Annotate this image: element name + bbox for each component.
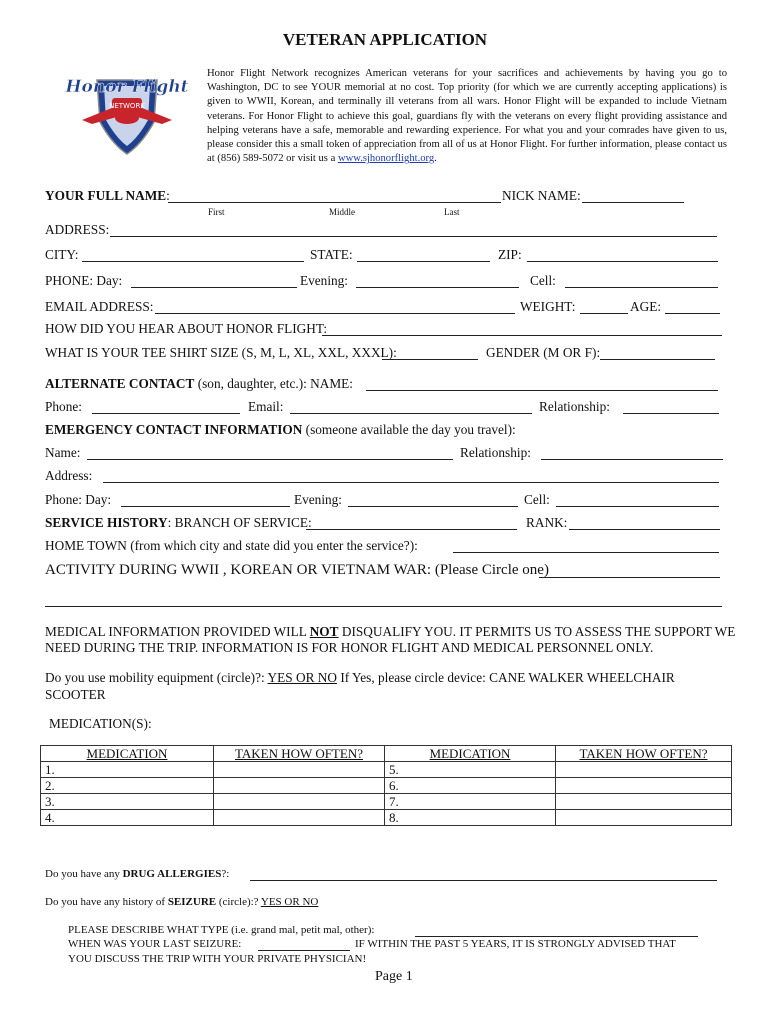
nick-name-label: NICK NAME: <box>502 188 581 203</box>
cell-label: Cell: <box>530 273 556 288</box>
em-name-field[interactable] <box>87 459 453 460</box>
gender-label: GENDER (M OR F): <box>486 345 601 360</box>
seizure-type-label: PLEASE DESCRIBE WHAT TYPE (i.e. grand mal, petit mal, other): <box>68 924 375 936</box>
alt-email-label: Email: <box>248 399 284 414</box>
age-label: AGE: <box>630 299 662 314</box>
intro-paragraph: Honor Flight Network recognizes American veterans for your sacrifices and achievements by having you go to Washington, DC to see YOUR memorial at no cost. Top priority (for which we are currently accepting applications) is given to WWII, Korean, and terminally ill veterans from all wars. Honor Flight will be expanded to include Vietnam veterans. For Honor Flight to achieve this goal, guardians fly with the veterans on every flight providing assistance and helping veterans have a safe, memorable and rewarding experience. For what you and your comrades have given to us, please consider this a small token of appreciation from all of us at Honor Flight. For further information, please contact us at (856) 589-5072 or visit us a www.sjhonorflight.org. <box>207 68 727 165</box>
col-how-often-2: TAKEN HOW OFTEN? <box>556 746 732 762</box>
email-label: EMAIL ADDRESS: <box>45 299 154 314</box>
rank-field[interactable] <box>569 529 720 530</box>
col-medication: MEDICATION <box>41 746 214 762</box>
medical-notice-line2: NEED DURING THE TRIP. INFORMATION IS FOR HONOR FLIGHT AND MEDICAL PERSONNEL ONLY. <box>45 640 654 655</box>
state-label: STATE: <box>310 247 353 262</box>
alternate-contact-label: ALTERNATE CONTACT (son, daughter, etc.): NAME: <box>45 376 353 391</box>
evening-field[interactable] <box>356 287 519 288</box>
page-title: VETERAN APPLICATION <box>282 30 488 49</box>
col-how-often: TAKEN HOW OFTEN? <box>214 746 385 762</box>
em-evening-label: Evening: <box>294 492 343 507</box>
hometown-field[interactable] <box>453 552 719 553</box>
address-label: ADDRESS: <box>45 222 110 237</box>
gender-field[interactable] <box>600 359 715 360</box>
hometown-label: HOME TOWN (from which city and state did you enter the service?): <box>45 538 418 553</box>
address-field[interactable] <box>110 236 717 237</box>
medication-table <box>40 745 732 826</box>
weight-label: WEIGHT: <box>520 299 576 314</box>
logo-text-sub: NETWORK <box>109 102 145 110</box>
last-hint: Last <box>444 207 460 217</box>
col-medication-2: MEDICATION <box>385 746 556 762</box>
honor-flight-logo <box>62 62 192 158</box>
table-row[interactable]: 3. 7. <box>41 794 732 810</box>
hear-label: HOW DID YOU HEAR ABOUT HONOR FLIGHT: <box>45 321 328 336</box>
mobility-scooter: SCOOTER <box>45 687 106 702</box>
table-header-row <box>41 746 732 762</box>
age-field[interactable] <box>665 313 720 314</box>
full-name-label: YOUR FULL NAME: <box>45 188 170 203</box>
em-address-label: Address: <box>45 468 93 483</box>
tee-label: WHAT IS YOUR TEE SHIRT SIZE (S, M, L, XL, XXL, XXXL): <box>45 345 397 360</box>
seizure-question: Do you have any history of SEIZURE (circle):? YES OR NO <box>45 896 319 908</box>
evening-label: Evening: <box>300 273 349 288</box>
state-field[interactable] <box>357 261 490 262</box>
em-relationship-field[interactable] <box>541 459 723 460</box>
full-name-field[interactable] <box>168 202 501 203</box>
zip-label: ZIP: <box>498 247 522 262</box>
alt-email-field[interactable] <box>290 413 532 414</box>
drug-allergies-field[interactable] <box>250 880 717 881</box>
email-field[interactable] <box>155 313 515 314</box>
logo-text-main: Honor Flight <box>65 77 189 97</box>
em-evening-field[interactable] <box>348 506 518 507</box>
drug-allergies-label: Do you have any DRUG ALLERGIES?: <box>45 868 230 880</box>
table-row[interactable]: 2. 6. <box>41 778 732 794</box>
medical-notice-line1: MEDICAL INFORMATION PROVIDED WILL NOT DISQUALIFY YOU. IT PERMITS US TO ASSESS THE SUPPORT WE <box>45 624 736 639</box>
cell-field[interactable] <box>565 287 718 288</box>
branch-field[interactable] <box>306 529 517 530</box>
activity-field[interactable] <box>539 577 720 578</box>
phone-day-label: PHONE: Day: <box>45 273 123 288</box>
zip-field[interactable] <box>527 261 718 262</box>
website-link[interactable]: www.sjhonorflight.org <box>337 153 435 165</box>
hear-field[interactable] <box>322 335 722 336</box>
activity-field-2[interactable] <box>45 606 722 607</box>
phone-day-field[interactable] <box>131 287 297 288</box>
seizure-type-field[interactable] <box>415 936 698 937</box>
em-phone-label: Phone: Day: <box>45 492 112 507</box>
last-seizure-label: WHEN WAS YOUR LAST SEIZURE: <box>68 938 242 950</box>
table-row[interactable]: 4. 8. <box>41 810 732 826</box>
seizure-yes-no[interactable]: YES OR NO <box>260 896 319 908</box>
first-hint: First <box>208 207 225 217</box>
em-phone-field[interactable] <box>121 506 290 507</box>
emergency-contact-label: EMERGENCY CONTACT INFORMATION (someone available the day you travel): <box>45 422 516 437</box>
mobility-question: Do you use mobility equipment (circle)?: YES OR NO If Yes, please circle device: CANE WALKER WHEELCHAIR <box>45 670 675 685</box>
em-address-field[interactable] <box>103 482 719 483</box>
last-seizure-field[interactable] <box>258 950 350 951</box>
rank-label: RANK: <box>526 515 568 530</box>
em-relationship-label: Relationship: <box>460 445 531 460</box>
city-label: CITY: <box>45 247 79 262</box>
em-name-label: Name: <box>45 445 81 460</box>
nick-name-field[interactable] <box>582 202 684 203</box>
em-cell-field[interactable] <box>556 506 719 507</box>
page-number: Page 1 <box>375 969 413 984</box>
em-cell-label: Cell: <box>524 492 550 507</box>
alt-phone-field[interactable] <box>92 413 240 414</box>
tee-field[interactable] <box>382 359 478 360</box>
medications-label: MEDICATION(S): <box>49 716 152 731</box>
alt-phone-label: Phone: <box>45 399 82 414</box>
city-field[interactable] <box>82 261 304 262</box>
seizure-physician: YOU DISCUSS THE TRIP WITH YOUR PRIVATE PHYSICIAN! <box>68 953 367 965</box>
weight-field[interactable] <box>580 313 628 314</box>
seizure-advice: IF WITHIN THE PAST 5 YEARS, IT IS STRONGLY ADVISED THAT <box>355 938 676 950</box>
alternate-name-field[interactable] <box>366 390 718 391</box>
activity-label: ACTIVITY DURING WWII , KOREAN OR VIETNAM WAR: (Please Circle one) <box>45 562 549 578</box>
alt-relationship-label: Relationship: <box>539 399 610 414</box>
table-row[interactable]: 1. 5. <box>41 762 732 778</box>
service-history-label: SERVICE HISTORY: BRANCH OF SERVICE: <box>45 515 312 530</box>
middle-hint: Middle <box>329 207 355 217</box>
alt-relationship-field[interactable] <box>623 413 719 414</box>
mobility-yes-no[interactable]: YES OR NO <box>267 670 337 685</box>
